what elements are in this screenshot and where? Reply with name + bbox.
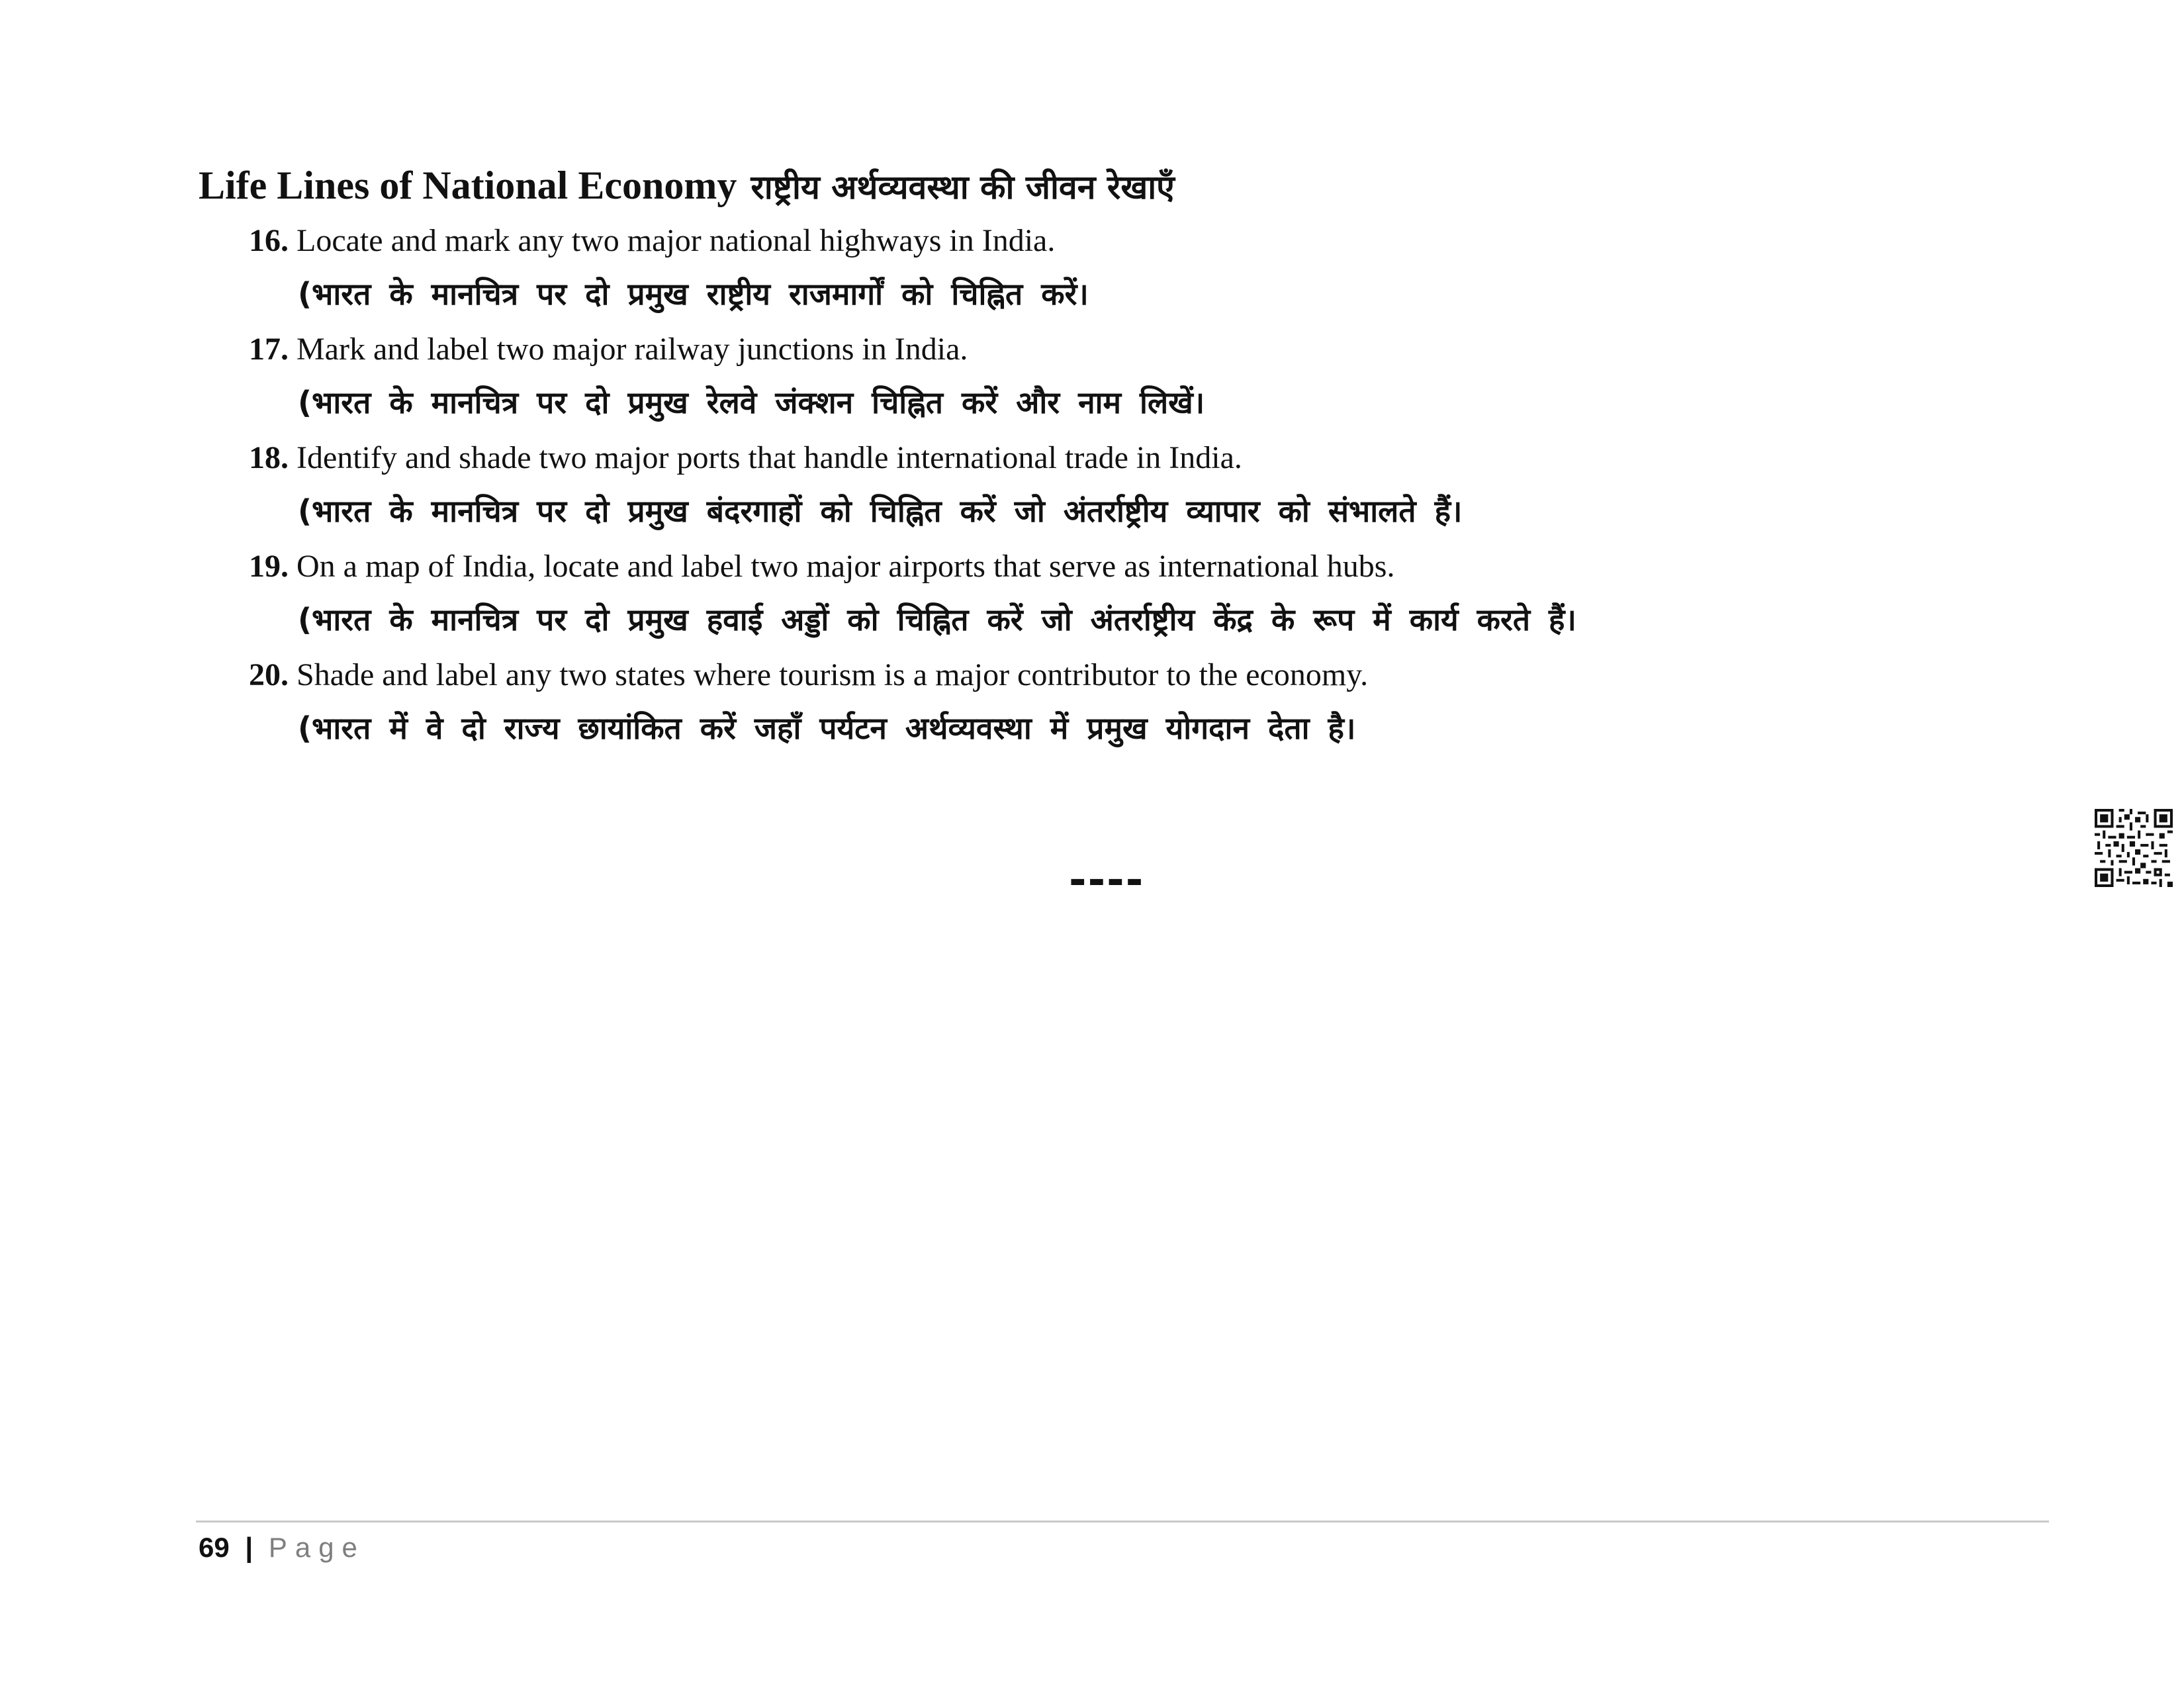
page-number: 69: [199, 1532, 230, 1563]
question-17-hindi: (भारत के मानचित्र पर दो प्रमुख रेलवे जंक्शन चिह्नित करें और नाम लिखें।: [298, 385, 1205, 420]
page-footer: [199, 1529, 365, 1566]
question-16: [249, 220, 1055, 262]
section-end-marker: ----: [1069, 856, 1145, 905]
qr-code-icon: [2095, 809, 2173, 887]
section-heading: [199, 159, 1175, 214]
question-number: 19.: [249, 549, 289, 584]
page-label: Page: [268, 1532, 365, 1563]
question-number: 17.: [249, 332, 289, 367]
footer-divider: [196, 1521, 2049, 1523]
heading-english: Life Lines of National Economy: [199, 164, 737, 207]
question-19: [249, 545, 1394, 588]
footer-separator: |: [245, 1532, 253, 1563]
question-number: 20.: [249, 657, 289, 692]
question-18: [249, 437, 1242, 479]
question-text-english: Identify and shade two major ports that handle international trade in India.: [296, 440, 1242, 475]
question-20: [249, 654, 1368, 696]
heading-hindi: राष्ट्रीय अर्थव्यवस्था की जीवन रेखाएँ: [751, 168, 1175, 207]
question-19-hindi: (भारत के मानचित्र पर दो प्रमुख हवाई अड्डों को चिह्नित करें जो अंतर्राष्ट्रीय केंद्र के रूप में कार्य करते हैं।: [298, 602, 1576, 637]
question-text-english: Locate and mark any two major national highways in India.: [296, 223, 1056, 258]
question-number: 18.: [249, 440, 289, 475]
question-text-english: Mark and label two major railway junctions in India.: [296, 332, 968, 367]
question-text-english: On a map of India, locate and label two major airports that serve as international hubs.: [296, 549, 1395, 584]
question-18-hindi: (भारत के मानचित्र पर दो प्रमुख बंदरगाहों को चिह्नित करें जो अंतर्राष्ट्रीय व्यापार को संभालते हैं।: [298, 493, 1463, 529]
question-text-english: Shade and label any two states where tourism is a major contributor to the economy.: [296, 657, 1369, 692]
question-16-hindi: (भारत के मानचित्र पर दो प्रमुख राष्ट्रीय राजमार्गों को चिह्नित करें।: [298, 276, 1089, 312]
question-17: [249, 328, 968, 371]
question-20-hindi: (भारत में वे दो राज्य छायांकित करें जहाँ पर्यटन अर्थव्यवस्था में प्रमुख योगदान देता है।: [298, 710, 1356, 746]
question-number: 16.: [249, 223, 289, 258]
